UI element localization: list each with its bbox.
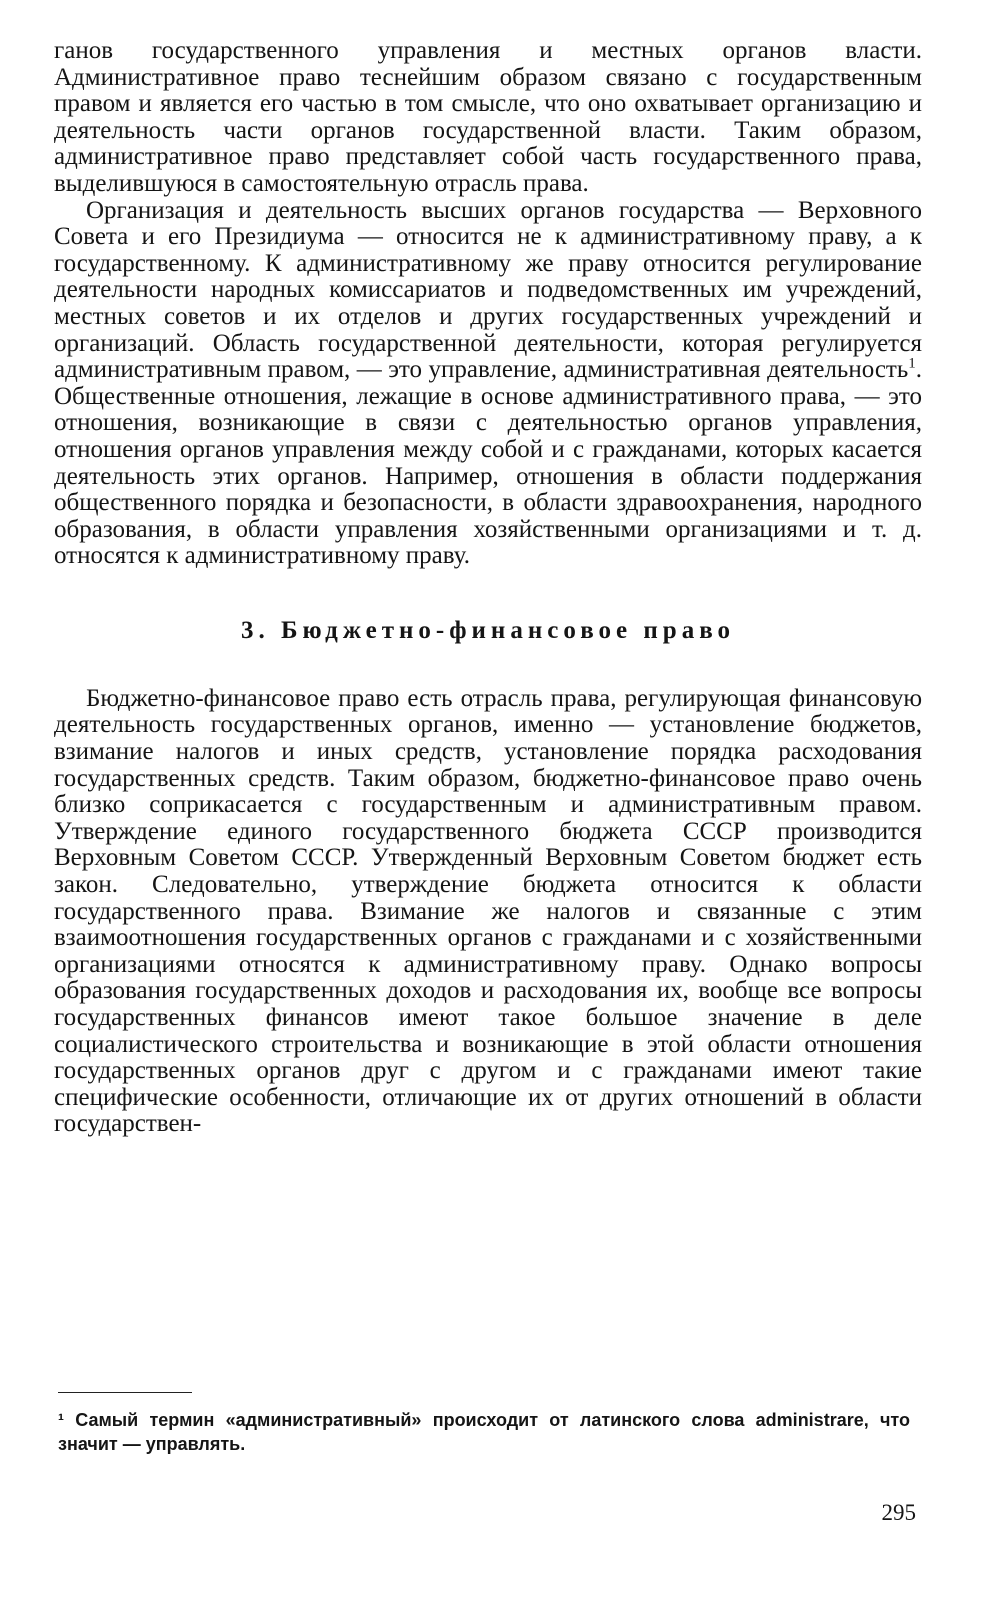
paragraph-1: ганов государственного управления и местных органов власти. Административное право теснейшим образом связано с государственным правом и является его частью в том смысле, что оно охватывает организацию и деятельность части органов государственной власти. Таким образом, административное право представляет собой часть государственного права, выделившуюся в самостоятельную отрасль права. xyxy=(54,37,922,197)
section-heading: 3. Бюджетно-финансовое право xyxy=(240,616,736,644)
page-number: 295 xyxy=(881,1500,916,1525)
footnote-divider xyxy=(58,1392,192,1393)
paragraph-3: Бюджетно-финансовое право есть отрасль права, регулирующая финансовую деятельность государственных органов, именно — установление бюджетов, взимание налогов и иных средств, установление порядка расходования государственных средств. Таким образом, бюджетно-финансовое право очень близко соприкасается с государственным и административным правом. Утверждение единого государственного бюджета СССР производится Верховным Советом СССР. Утвержденный Верховным Советом бюджет есть закон. Следовательно, утверждение бюджета относится к области государственного права. Взимание же налогов и связанные с этим взаимоотношения государственных органов с гражданами и с хозяйственными организациями относятся к административному праву. Однако вопросы образования государственных доходов и расходования их, вообще все вопросы государственных финансов имеют такое большое значение в деле социалистического строительства и возникающие в этой области отношения государственных органов друг с другом и с гражданами имеют такие специфические особенности, отличающие их от других отношений в области государствен- xyxy=(54,684,922,1138)
footnote: ¹ Самый термин «административный» происходит от латинского слова administrare, что значит — управлять. xyxy=(58,1410,910,1454)
footnote-marker: 1 xyxy=(908,355,916,372)
page-body xyxy=(54,38,922,1138)
paragraph-2 xyxy=(54,198,922,570)
paragraph-2-part-2: . Общественные отношения, лежащие в основе административного права, — это отношения, возникающие в связи с деятельностью органов управления, отношения органов управления между собой и с гражданами, которых касается деятельность этих органов. Например, отношения в области поддержания общественного порядка и безопасности, в области здравоохранения, народного образования, в области управления хозяйственными организациями и т. д. относятся к административному праву. xyxy=(54,356,922,570)
paragraph-2-part-1: Организация и деятельность высших органов государства — Верховного Совета и его Президиума — относится не к административному праву, а к государственному. К административному же праву относится регулирование деятельности народных комиссариатов и подведомственных им учреждений, местных советов и их отделов и других государственных учреждений и организаций. Область государственной деятельности, которая регулируется административным правом, — это управление, административная деятельность xyxy=(54,196,922,384)
